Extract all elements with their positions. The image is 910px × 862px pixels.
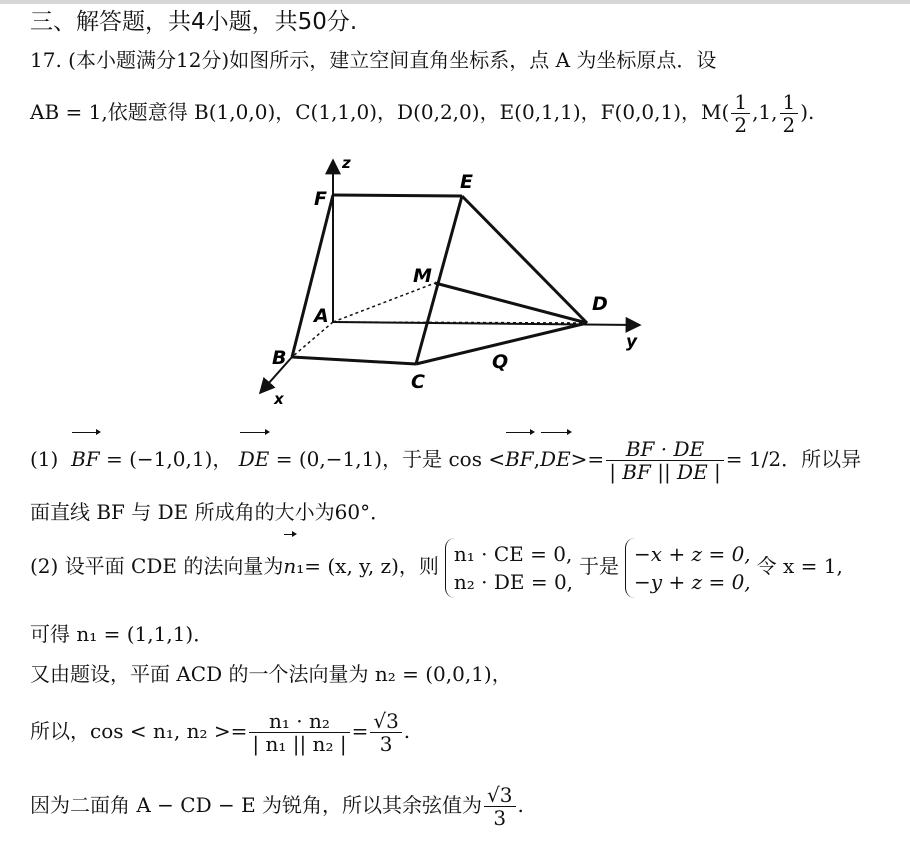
edge-am-hidden: [333, 283, 435, 322]
part2-line4: 所以，cos < n₁, n₂ >= $\frac{\text{n₁ · n₂}}{\text{| n₁ || n₂ |}}$ = $\frac{√3}{3}$ .: [30, 709, 411, 756]
m-x-fraction: $\frac{1}{2}$: [731, 91, 750, 136]
part2-line3: 又由题设，平面 ACD 的一个法向量为 n₂ = (0,0,1)，: [30, 662, 512, 686]
coords-text: AB = 1,依题意得 B(1,0,0)，C(1,1,0)，D(0,2,0)，E(0,1,1)，F(0,0,1)，M(: [30, 100, 730, 124]
n-cos-fraction: $\frac{\text{n₁ · n₂}}{\text{| n₁ || n₂ |}}$: [249, 710, 349, 755]
problem-statement-line1: 17. (本小题满分12分)如图所示，建立空间直角坐标系，点 A 为坐标原点．设: [30, 48, 717, 72]
final-answer-line: 因为二面角 A − CD − E 为锐角，所以其余弦值为 $\frac{√3}{3}$ .: [30, 783, 524, 830]
geometry-figure: [240, 150, 660, 405]
label-x: x: [274, 390, 284, 405]
label-e: E: [460, 171, 473, 193]
cos-fraction: $\frac{BF \cdot DE}{| BF || DE |}$: [606, 438, 724, 483]
label-f: F: [314, 188, 327, 210]
edge-fb: [292, 195, 333, 357]
n-cos-result: $\frac{√3}{3}$: [370, 710, 401, 755]
problem-statement-line2: AB = 1,依题意得 B(1,0,0)，C(1,1,0)，D(0,2,0)，E(0,1,1)，F(0,0,1)，M( $\frac{1}{2}$ ,1, $\frac{1}{2}$ ).: [30, 90, 815, 137]
equation-system-1: n₁ · CE = 0, n₂ · DE = 0,: [445, 538, 573, 598]
final-answer-fraction: $\frac{√3}{3}$: [484, 784, 515, 829]
edge-fe: [333, 195, 462, 196]
top-border: [0, 0, 910, 4]
label-m: M: [413, 265, 432, 287]
label-y: y: [626, 332, 638, 352]
part1-line2: 面直线 BF 与 DE 所成角的大小为60°．: [30, 500, 391, 524]
label-z: z: [342, 154, 351, 172]
edge-ed: [462, 196, 587, 323]
equation-system-2: −x + z = 0, −y + z = 0,: [625, 538, 751, 598]
edge-md: [435, 283, 587, 323]
part1-line1: (1) BF = (−1,0,1)， DE = (0,−1,1)，于是 cos <BF,DE>= $\frac{BF \cdot DE}{| BF || DE |}$ = 1/2．所以异: [30, 434, 861, 484]
vector-bf: BF: [71, 434, 100, 484]
label-b: B: [272, 347, 287, 369]
m-z-fraction: $\frac{1}{2}$: [780, 91, 799, 136]
edge-bc: [292, 357, 416, 364]
label-c: C: [411, 371, 425, 393]
y-axis: [333, 322, 640, 325]
label-q: Q: [492, 351, 509, 373]
section-header: 三、解答题，共4小题，共50分.: [30, 9, 358, 35]
label-d: D: [592, 293, 608, 315]
part2-line2: 可得 n₁ = (1,1,1)．: [30, 622, 214, 646]
label-a: A: [314, 305, 329, 327]
part2-line1: (2) 设平面 CDE 的法向量为n₁= (x, y, z)，则 n₁ · CE = 0, n₂ · DE = 0, 于是 −x + z = 0, −y + z = 0, 令 x = 1,: [30, 536, 843, 598]
cos-result: = 1/2: [725, 447, 782, 471]
vector-de: DE: [239, 434, 270, 484]
edge-ad-hidden: [333, 322, 587, 323]
